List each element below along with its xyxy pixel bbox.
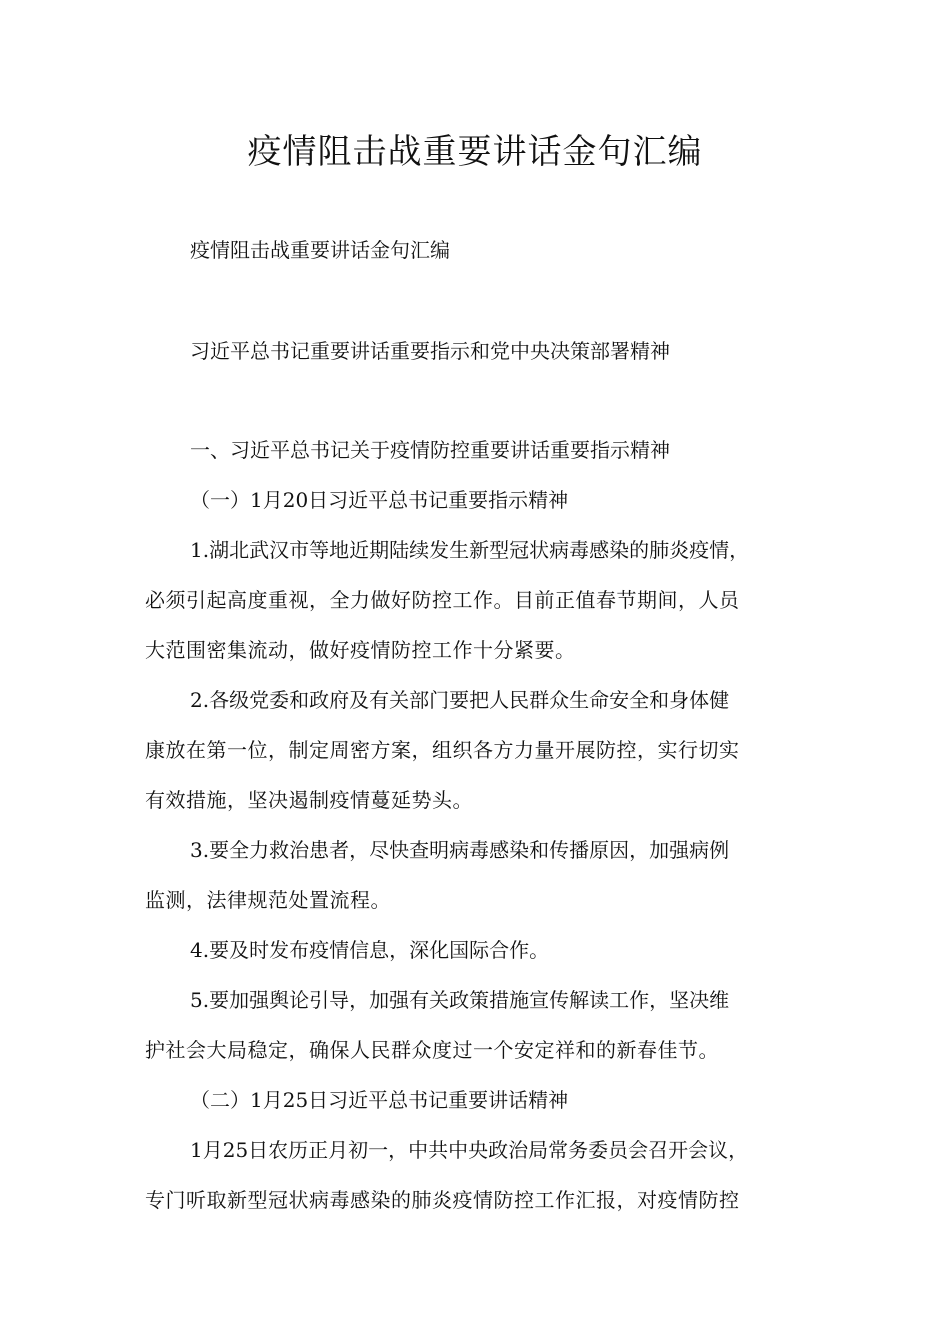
document-title: 疫情阻击战重要讲话金句汇编 xyxy=(247,132,703,172)
item-2-line-1: 2.各级党委和政府及有关部门要把人民群众生命安全和身体健 xyxy=(190,688,730,712)
item-1-line-3: 大范围密集流动，做好疫情防控工作十分紧要。 xyxy=(145,638,576,662)
item-3-line-1: 3.要全力救治患者，尽快查明病毒感染和传播原因，加强病例 xyxy=(190,838,730,862)
item-5-line-2: 护社会大局稳定，确保人民群众度过一个安定祥和的新春佳节。 xyxy=(145,1038,719,1062)
item-3-line-2: 监测，法律规范处置流程。 xyxy=(145,888,391,912)
document-subtitle: 疫情阻击战重要讲话金句汇编 xyxy=(190,238,450,262)
item-2-line-2: 康放在第一位，制定周密方案，组织各方力量开展防控，实行切实 xyxy=(145,738,740,762)
subsection-heading-2: （二）1月25日习近平总书记重要讲话精神 xyxy=(190,1088,569,1112)
part-heading: 一、习近平总书记关于疫情防控重要讲话重要指示精神 xyxy=(190,438,670,462)
subsection-heading-1: （一）1月20日习近平总书记重要指示精神 xyxy=(190,488,569,512)
item-4-line-1: 4.要及时发布疫情信息，深化国际合作。 xyxy=(190,938,550,962)
section-heading: 习近平总书记重要讲话重要指示和党中央决策部署精神 xyxy=(190,339,670,363)
item-5-line-1: 5.要加强舆论引导，加强有关政策措施宣传解读工作，坚决维 xyxy=(190,988,730,1012)
paragraph-line-1: 1月25日农历正月初一，中共中央政治局常务委员会召开会议， xyxy=(190,1138,749,1162)
paragraph-line-2: 专门听取新型冠状病毒感染的肺炎疫情防控工作汇报，对疫情防控 xyxy=(145,1188,740,1212)
item-1-line-2: 必须引起高度重视，全力做好防控工作。目前正值春节期间，人员 xyxy=(145,588,740,612)
item-2-line-3: 有效措施，坚决遏制疫情蔓延势头。 xyxy=(145,788,473,812)
item-1-line-1: 1.湖北武汉市等地近期陆续发生新型冠状病毒感染的肺炎疫情， xyxy=(190,538,750,562)
